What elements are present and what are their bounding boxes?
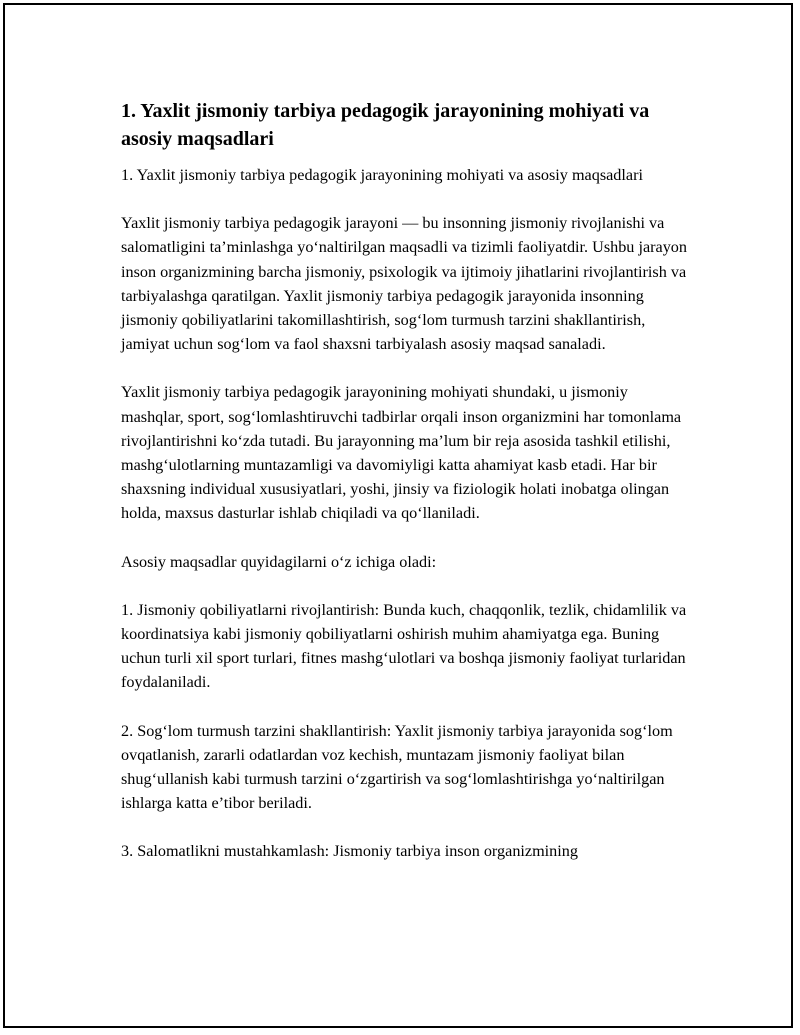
document-page [3, 3, 793, 1028]
paragraph-subtitle: 1. Yaxlit jismoniy tarbiya pedagogik jarayonining mohiyati va asosiy maqsadlari [121, 166, 643, 184]
paragraph-goal-3: 3. Salomatlikni mustahkamlash: Jismoniy tarbiya inson organizmining [121, 842, 578, 861]
paragraph-definition: Yaxlit jismoniy tarbiya pedagogik jarayoni — bu insonning jismoniy rivojlanishi va salomatligini ta’minlashga yo‘naltirilgan maqsadli va tizimli faoliyatdir. Ushbu jarayon inson organizmining barcha jismoniy, psixologik va ijtimoiy jihatlarini rivojlantirish va tarbiyalashga qaratilgan. Yaxlit jismoniy tarbiya pedagogik jarayonida insonning jismoniy qobiliyatlarini takomillashtirish, sog‘lom turmush tarzini shakllantirish, jamiyat uchun sog‘lom va faol shaxsni tarbiyalash asosiy maqsad sanaladi. [121, 214, 687, 354]
paragraph-goal-1: 1. Jismoniy qobiliyatlarni rivojlantirish: Bunda kuch, chaqqonlik, tezlik, chidamlilik va koordinatsiya kabi jismoniy qobiliyatlarni oshirish muhim ahamiyatga ega. Buning uchun turli xil sport turlari, fitnes mashg‘ulotlari va boshqa jismoniy faoliyat turlaridan foydalaniladi. [121, 600, 687, 692]
document-body [121, 97, 693, 888]
paragraph-goal-2: 2. Sog‘lom turmush tarzini shakllantirish: Yaxlit jismoniy tarbiya jarayonida sog‘lom ovqatlanish, zararli odatlardan voz kechish, muntazam jismoniy faoliyat bilan shug‘ullanish kabi turmush tarzini o‘zgartirish va sog‘lomlashtirishga yo‘naltirilgan ishlarga katta e’tibor beriladi. [121, 721, 673, 813]
document-title: 1. Yaxlit jismoniy tarbiya pedagogik jarayonining mohiyati va asosiy maqsadlari [121, 100, 650, 150]
paragraph-goals-intro: Asosiy maqsadlar quyidagilarni o‘z ichiga oladi: [121, 552, 437, 571]
paragraph-essence: Yaxlit jismoniy tarbiya pedagogik jarayonining mohiyati shundaki, u jismoniy mashqlar, sport, sog‘lomlashtiruvchi tadbirlar orqali inson organizmini har tomonlama rivojlantirishni ko‘zda tutadi. Bu jarayonning ma’lum bir reja asosida tashkil etilishi, mashg‘ulotlarning muntazamligi va davomiyligi katta ahamiyat kasb etadi. Har bir shaxsning individual xususiyatlari, yoshi, jinsiy va fiziologik holati inobatga olingan holda, maxsus dasturlar ishlab chiqiladi va qo‘llaniladi. [121, 383, 682, 523]
